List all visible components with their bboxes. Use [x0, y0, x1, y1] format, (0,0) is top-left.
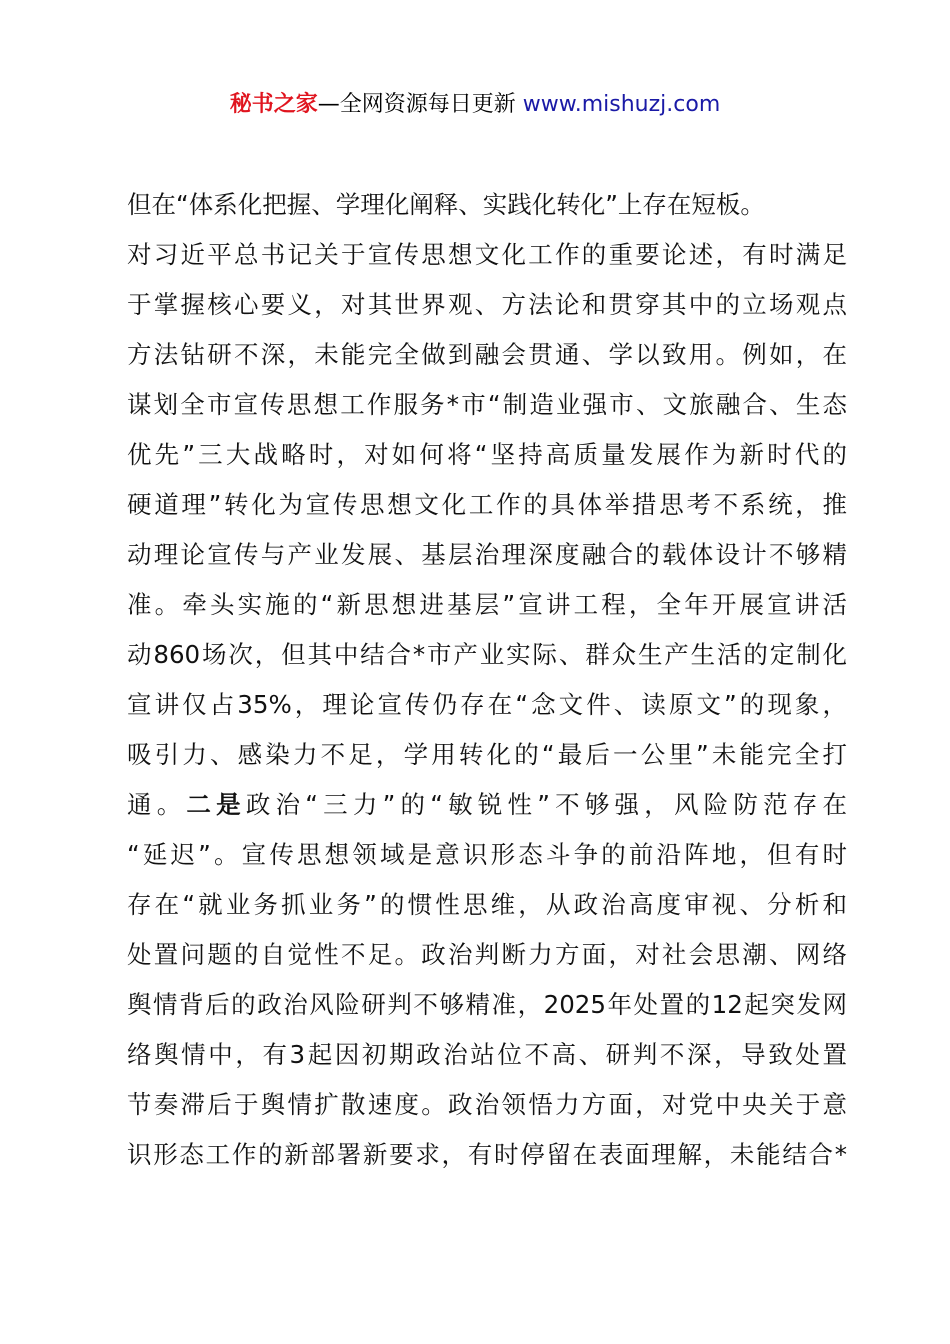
text-segment: 通。: [127, 790, 187, 819]
site-header: [0, 88, 950, 122]
text-line: 动860场次，但其中结合*市产业实际、群众生产生活的定制化: [127, 640, 847, 669]
text-line: 宣讲仅占35%，理论宣传仍存在“念文件、读原文”的现象，: [127, 690, 847, 719]
site-brand: 秘书之家: [229, 92, 318, 117]
text-line: 处置问题的自觉性不足。政治判断力方面，对社会思潮、网络: [127, 940, 847, 969]
text-line: 存在“就业务抓业务”的惯性思维，从政治高度审视、分析和: [127, 890, 847, 919]
text-line: 舆情背后的政治风险研判不够精准，2025年处置的12起突发网: [127, 990, 847, 1019]
text-line: 于掌握核心要义，对其世界观、方法论和贯穿其中的立场观点: [127, 290, 847, 319]
text-line: 吸引力、感染力不足，学用转化的“最后一公里”未能完全打: [127, 740, 847, 769]
emphasis-label: 二是: [186, 790, 246, 819]
text-line: “延迟”。宣传思想领域是意识形态斗争的前沿阵地，但有时: [127, 840, 847, 869]
text-line: 动理论宣传与产业发展、基层治理深度融合的载体设计不够精: [127, 540, 847, 569]
text-line: 对习近平总书记关于宣传思想文化工作的重要论述，有时满足: [127, 240, 847, 269]
site-tagline: —全网资源每日更新: [317, 92, 523, 117]
text-segment: 政治“三力”的“敏锐性”不够强，风险防范存在: [245, 790, 847, 819]
text-line: 络舆情中，有3起因初期政治站位不高、研判不深，导致处置: [127, 1040, 847, 1069]
text-line: 优先”三大战略时，对如何将“坚持高质量发展作为新时代的: [127, 440, 847, 469]
document-body: [127, 180, 847, 1180]
text-line: 硬道理”转化为宣传思想文化工作的具体举措思考不系统，推: [127, 490, 847, 519]
text-line: 识形态工作的新部署新要求，有时停留在表面理解，未能结合*: [127, 1140, 847, 1169]
site-url-link[interactable]: www.mishuzj.com: [522, 92, 721, 117]
text-line-with-emphasis: [127, 780, 847, 830]
text-line: 但在“体系化把握、学理化阐释、实践化转化”上存在短板。: [127, 190, 765, 219]
text-line: 准。牵头实施的“新思想进基层”宣讲工程，全年开展宣讲活: [127, 590, 847, 619]
text-line: 方法钻研不深，未能完全做到融会贯通、学以致用。例如，在: [127, 340, 847, 369]
text-line: 节奏滞后于舆情扩散速度。政治领悟力方面，对党中央关于意: [127, 1090, 847, 1119]
text-line: 谋划全市宣传思想工作服务*市“制造业强市、文旅融合、生态: [127, 390, 847, 419]
